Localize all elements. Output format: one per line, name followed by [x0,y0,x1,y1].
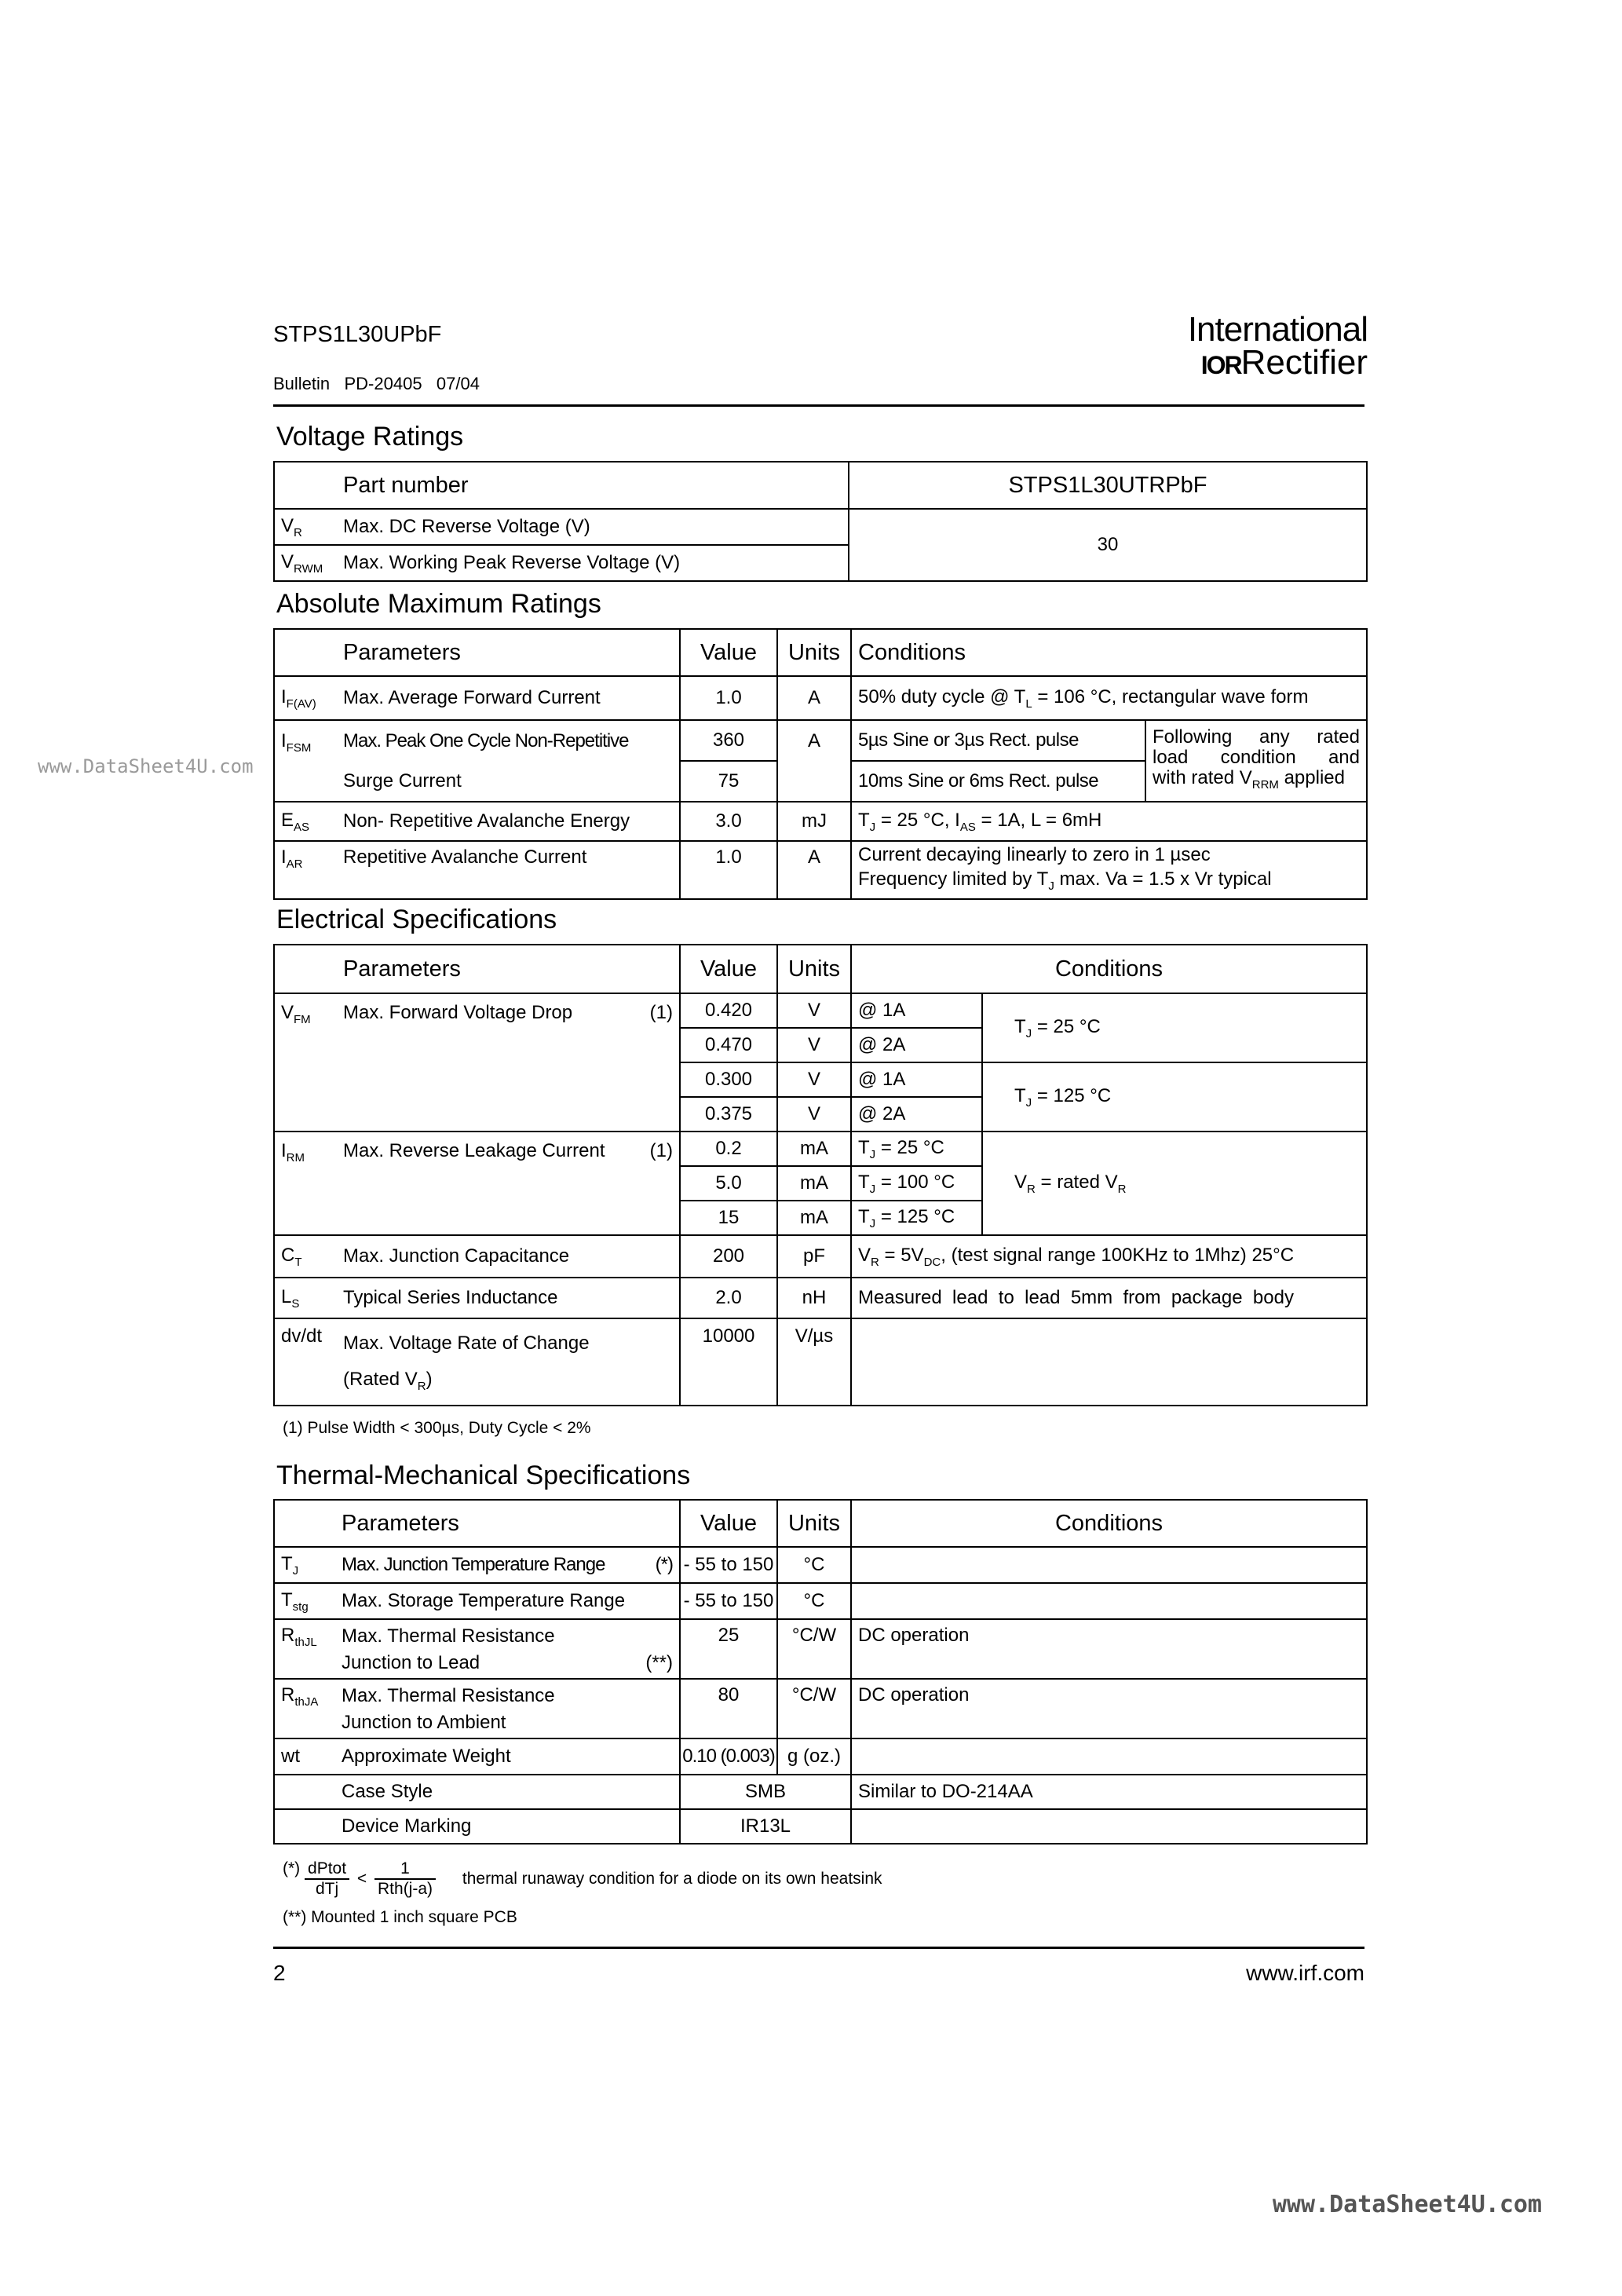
table-row: $L_S$ Typical Series Inductance 2.0 nH Measured lead to lead 5mm from package body [274,1278,1367,1318]
bulletin-label: Bulletin [273,374,331,393]
table-row: 5.0 mA $T_J = 100$ °C [274,1166,1367,1201]
absmax-table [273,628,1368,900]
voltage-head-label: Part number [337,462,849,509]
part-number-title: STPS1L30UPbF [273,322,442,347]
voltage-row-desc: Max. Working Peak Reverse Voltage (V) [337,545,849,581]
table-row: 0.375 V @ 2A [274,1097,1367,1132]
electrical-footnote: (1) Pulse Width < 300µs, Duty Cycle < 2% [283,1419,591,1437]
table-row: $C_T$ Max. Junction Capacitance 200 pF $V_R = 5V_{DC}$, (test signal range 100KHz to 1Mhz) 25°C [274,1235,1367,1278]
table-row: 15 mA $T_J = 125$ °C [274,1201,1367,1235]
logo-mark: IOR [1200,351,1241,379]
bulletin-number: PD-20405 [344,374,422,393]
table-row: $R_{thJA}$ Max. Thermal Resistance Junction to Ambient 80 °C/W DC operation [274,1679,1367,1738]
col-header-conditions: Conditions [851,1500,1367,1547]
col-header-units: Units [777,629,851,676]
table-row: $V_{RWM}$ Max. Working Peak Reverse Voltage (V) [274,545,1367,581]
table-row: dv/dt Max. Voltage Rate of Change (Rated $V_R$) 10000 V/µs [274,1318,1367,1406]
company-logo [1174,310,1368,382]
absmax-title: Absolute Maximum Ratings [276,589,601,619]
col-header-value: Value [680,1500,777,1547]
voltage-value: 30 [849,509,1367,581]
bulletin-line [273,374,480,394]
page-number: 2 [273,1961,286,1985]
col-header-value: Value [680,629,777,676]
thermal-footnote-1: (*) $\frac{\text{dPtot}}{\text{dTj}}$ < $\frac{1}{\text{Rth(j-a)}}$ thermal runaway condition for a diode on its own heatsink [283,1859,882,1898]
thermal-footnote-2: (**) Mounted 1 inch square PCB [283,1908,517,1926]
table-row: wt Approximate Weight 0.10 (0.003) g (oz.) [274,1738,1367,1775]
table-row: $T_{stg}$ Max. Storage Temperature Range - 55 to 150 °C [274,1583,1367,1619]
table-row: $T_J$ Max. Junction Temperature Range (*) - 55 to 150 °C [274,1547,1367,1583]
header-divider [273,404,1364,407]
bottom-watermark: www.DataSheet4U.com [1272,2191,1542,2218]
logo-top-text: International [1187,310,1368,349]
table-row: $I_{F(AV)}$ Max. Average Forward Current 1.0 A 50% duty cycle @ $T_L = 106$ °C, rectangular wave form [274,676,1367,720]
col-header-conditions: Conditions [851,629,1367,676]
bulletin-date: 07/04 [436,374,480,393]
table-row: $E_{AS}$ Non- Repetitive Avalanche Energy 3.0 mJ $T_J = 25$ °C, $I_{AS} = 1A$, L = 6mH [274,802,1367,841]
col-header-units: Units [777,945,851,993]
col-header-units: Units [777,1500,851,1547]
table-row: $I_{AR}$ Repetitive Avalanche Current 1.0 A Current decaying linearly to zero in 1 µsec Frequency limited by $T_J$ max. Va = 1.5 x Vr typical [274,841,1367,899]
table-row: Device Marking IR13L [274,1809,1367,1844]
col-header-parameters: Parameters [337,945,680,993]
col-header-parameters: Parameters [335,1500,680,1547]
voltage-head-value: STPS1L30UTRPbF [849,462,1367,509]
table-row: $V_{FM}$ Max. Forward Voltage Drop (1) 0.420 V @ 1A $T_J = 25$ °C [274,993,1367,1028]
side-watermark: www.DataSheet4U.com [38,755,254,777]
table-row: 0.300 V @ 1A $T_J = 125$ °C [274,1062,1367,1097]
col-header-value: Value [680,945,777,993]
table-row: Surge Current 75 10ms Sine or 6ms Rect. pulse [274,761,1367,802]
footer-divider [273,1947,1364,1949]
thermal-table [273,1499,1368,1844]
electrical-table [273,944,1368,1406]
voltage-ratings-table [273,461,1368,582]
footer-url[interactable]: www.irf.com [1246,1961,1364,1985]
table-row: $I_{RM}$ Max. Reverse Leakage Current (1) 0.2 mA $T_J = 25$ °C $V_R$ = rated $V_R$ [274,1132,1367,1166]
voltage-row-desc: Max. DC Reverse Voltage (V) [337,509,849,545]
thermal-title: Thermal-Mechanical Specifications [276,1461,691,1490]
col-header-conditions: Conditions [851,945,1367,993]
voltage-ratings-title: Voltage Ratings [276,422,464,452]
table-row: $I_{FSM}$ Max. Peak One Cycle Non-Repetitive 360 A 5µs Sine or 3µs Rect. pulse Following any rated load condition and with rated $V_{RRM}$ applied [274,720,1367,761]
electrical-title: Electrical Specifications [276,905,557,934]
table-row: Case Style SMB Similar to DO-214AA [274,1775,1367,1809]
logo-bottom-text: Rectifier [1240,343,1368,382]
table-row: $V_R$ Max. DC Reverse Voltage (V) 30 [274,509,1367,545]
table-row: 0.470 V @ 2A [274,1028,1367,1062]
col-header-parameters: Parameters [337,629,680,676]
table-row: $R_{thJL}$ Max. Thermal Resistance Junction to Lead (**) 25 °C/W DC operation [274,1619,1367,1679]
